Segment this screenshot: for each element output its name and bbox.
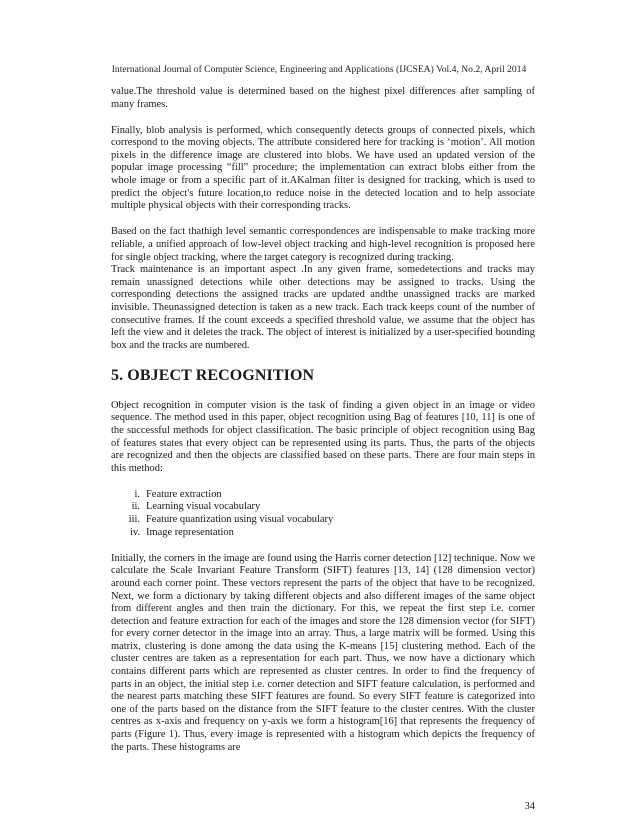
paragraph-object-recognition-intro: Object recognition in computer vision is the task of finding a given object in an image or video sequence. The method used in this paper, object recognition using Bag of features [10, 11] is one of the successful methods for object classification. The basic principle of object recognition using Bag of features states that every object can be represented using its parts. Thus, the parts of the objects are recognized and then the objects are classified based on these parts. There are four main steps in this method:	[111, 399, 535, 474]
paragraph-method-body: Initially, the corners in the image are found using the Harris corner detection [12] technique. Now we calculate the Scale Invariant Feature Transform (SIFT) features [13, 14] (128 dimension vector) around each corner point. These vectors represent the parts of the object that have to be recognized. Next, we form a dictionary by taking different objects and also different images of the same object from different angles and then train the dictionary. For this, we repeat the first step i.e. corner detection and feature extraction for each of the images and store the 128 dimension vector (for SIFT) for every corner detector in the image into an array. Thus, a large matrix will be formed. Using this matrix, clustering is done among the data using the K-means [15] clustering method. Each of the cluster centres are taken as a representation for each part. Thus, we now have a dictionary which contains different parts which are represented as cluster centres. In order to find the frequency of parts in an object, the initial step i.e. corner detection and SIFT feature calculation, is performed and the nearest parts matching these SIFT features are found. So every SIFT feature is categorized into one of the parts based on the distance from the SIFT feature to the cluster centres. With the cluster centres as x-axis and frequency on y-axis we form a histogram[16] that represents the frequency of parts (Figure 1). Thus, every image is represented with a histogram which depicts the frequency of the parts. These histograms are	[111, 552, 535, 753]
list-item-number: i.	[134, 488, 140, 500]
list-item-number: iv.	[129, 526, 140, 538]
page-content	[111, 86, 535, 754]
paragraph-unified-approach: Based on the fact thathigh level semantic correspondences are indispensable to make tracking more reliable, a unified approach of low-level object tracking and high-level recognition is proposed here for single object tracking, where the target category is recognized during tracking.	[111, 226, 535, 263]
list-item-text: Feature extraction	[146, 488, 222, 500]
steps-list	[111, 489, 535, 539]
list-item-number: iii.	[128, 514, 140, 526]
section-heading: 5. OBJECT RECOGNITION	[111, 366, 315, 384]
list-item	[111, 501, 535, 514]
page-number: 34	[524, 801, 535, 812]
list-item-number: ii.	[131, 501, 140, 513]
paragraph-track-maintenance: Track maintenance is an important aspect .In any given frame, somedetections and tracks may remain unassigned detections while other detections may be assigned to tracks. Using the corresponding detections the assigned tracks are updated andthe unassigned tracks are marked invisible. Theunassigned detection is taken as a new track. Each track keeps count of the number of consecutive frames. If the count exceeds a specified threshold value, we assume that the object has left the view and it deletes the track. The object of interest is initialized by a user-specified bounding box and the tracks are numbered.	[111, 264, 535, 351]
list-item	[111, 514, 535, 527]
list-item	[111, 489, 535, 502]
list-item-text: Image representation	[146, 526, 234, 538]
list-item-text: Learning visual vocabulary	[146, 501, 261, 513]
running-head: International Journal of Computer Science, Engineering and Applications (IJCSEA) Vol.4, No.2, April 2014	[111, 64, 527, 75]
paragraph-threshold: value.The threshold value is determined based on the highest pixel differences after sampling of many frames.	[111, 86, 535, 110]
paragraph-blob-analysis: Finally, blob analysis is performed, which consequently detects groups of connected pixels, which correspond to the moving objects. The attribute considered here for tracking is ‘motion’. All motion pixels in the difference image are clustered into blobs. We have used an updated version of the popular image processing “fill” procedure; the implementation can extract blobs either from the whole image or from a specific part of it.AKalman filter is designed for tracking, which is used to predict the object's future location,to reduce noise in the detected location and to help associate multiple physical objects with their corresponding tracks.	[111, 124, 535, 212]
list-item-text: Feature quantization using visual vocabulary	[146, 514, 334, 526]
list-item	[111, 527, 535, 540]
